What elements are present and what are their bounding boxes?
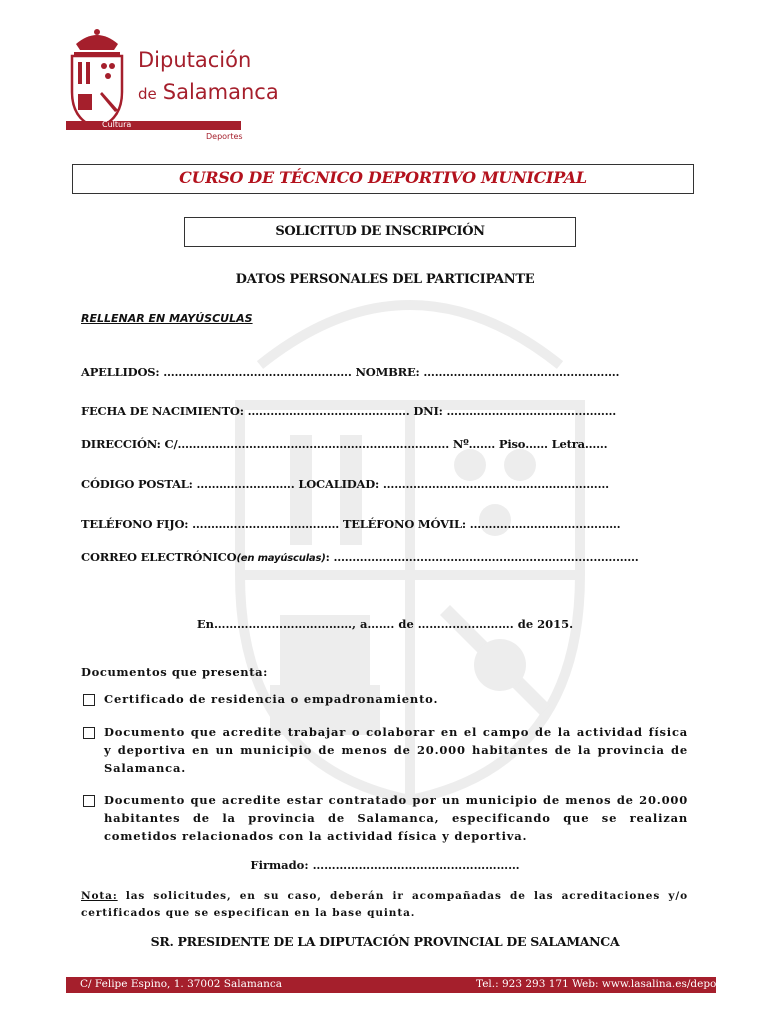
- documents-heading: Documentos que presenta:: [81, 665, 269, 679]
- field-apellidos-nombre[interactable]: APELLIDOS: ………………………………………….. NOMBRE: …………………………………………….: [81, 365, 620, 379]
- checkbox-residencia[interactable]: [83, 694, 95, 706]
- title-box: [72, 164, 694, 194]
- org-name-de: de: [138, 85, 157, 103]
- correo-hint: (en mayúsculas): [236, 553, 326, 564]
- field-telefonos[interactable]: TELÉFONO FIJO: ………………………………… TELÉFONO MÓVIL: ………………….………………: [81, 517, 621, 531]
- field-correo[interactable]: [81, 550, 639, 564]
- org-name-province: [138, 80, 279, 104]
- diputacion-logo-icon: [66, 26, 128, 130]
- page-subtitle: SOLICITUD DE INSCRIPCIÓN: [275, 224, 485, 239]
- fill-instruction: RELLENAR EN MAYÚSCULAS: [81, 312, 253, 325]
- document-item: Documento que acredite estar contratado por un municipio de menos de 20.000 habitantes de la provincia de Salamanca, especificando que se realizan cometidos relacionados con la actividad física y deportiva.: [104, 793, 688, 843]
- section-title: DATOS PERSONALES DEL PARTICIPANTE: [235, 272, 535, 287]
- checkbox-contrato[interactable]: [83, 795, 95, 807]
- footer-contact: Tel.: 923 293 171 Web: www.lasalina.es/deportes: [476, 978, 738, 990]
- correo-label: CORREO ELECTRÓNICO: [81, 550, 237, 564]
- note: [81, 888, 688, 922]
- document-item: Documento que acredite trabajar o colaborar en el campo de la actividad física y deportiva en un municipio de menos de 20.000 habitantes de la provincia de Salamanca.: [104, 725, 688, 775]
- org-name: Diputación: [138, 48, 252, 72]
- footer-address: C/ Felipe Espino, 1. 37002 Salamanca: [80, 978, 283, 990]
- correo-line: : ………………………………………………………………………: [325, 550, 639, 564]
- addressee: SR. PRESIDENTE DE LA DIPUTACIÓN PROVINCIAL DE SALAMANCA: [150, 934, 620, 949]
- subtitle-box: [184, 217, 576, 247]
- document-item: Certificado de residencia o empadronamiento.: [104, 692, 439, 706]
- note-label: Nota:: [81, 890, 118, 902]
- field-direccion[interactable]: DIRECCIÓN: C/………………………………………………………......... Nº……. Piso…… Letra……: [81, 437, 608, 451]
- date-line[interactable]: En………………………………, a……. de ……………………. de 2015.: [196, 617, 574, 631]
- signature-line[interactable]: Firmado: ………………………………………………: [250, 858, 520, 872]
- dept-cultura: Cultura: [102, 120, 132, 129]
- page-title: CURSO DE TÉCNICO DEPORTIVO MUNICIPAL: [179, 168, 587, 187]
- checkbox-trabajo[interactable]: [83, 727, 95, 739]
- field-postal-localidad[interactable]: CÓDIGO POSTAL: ……………….……. LOCALIDAD: ……………………………………………………: [81, 477, 609, 491]
- note-text: las solicitudes, en su caso, deberán ir acompañadas de las acreditaciones y/o certificados que se especifican en la base quinta.: [81, 890, 688, 919]
- logo-bar: [66, 121, 241, 130]
- field-nacimiento-dni[interactable]: FECHA DE NACIMIENTO: ………………………………….… DNI: ………………………………………: [81, 404, 617, 418]
- org-name-salamanca: Salamanca: [162, 80, 279, 104]
- dept-deportes: Deportes: [206, 132, 243, 141]
